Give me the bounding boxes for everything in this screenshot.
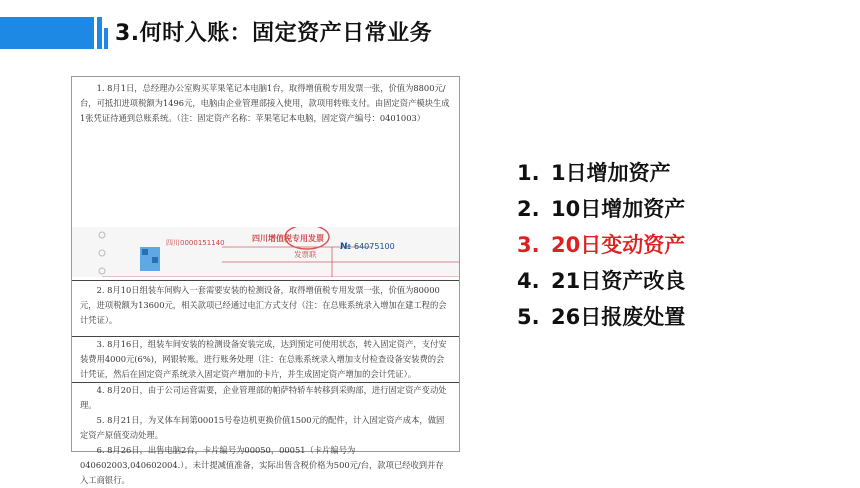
invoice-subtitle: 发票联	[294, 250, 317, 259]
header-accent-stripe-small	[104, 28, 108, 49]
doc-paragraph-2: 2. 8月10日组装车间购入一套需要安装的检测设备，取得增值税专用发票一张，价值为80000元，进项税额为13600元，相关款项已经通过电汇方式支付（注：在总账系统录入增加在建工程的会计凭证）。	[80, 285, 447, 325]
invoice-number: 64075100	[354, 242, 395, 251]
business-document-image	[71, 76, 460, 485]
agenda-list	[517, 155, 685, 335]
invoice-graphic	[72, 227, 459, 277]
agenda-item-3-active: 3. 20日变动资产	[517, 233, 686, 257]
doc-paragraph-5: 5. 8月21日，为叉体车间第00015号卷边机更换价值1500元的配件，计入固定资产成本，做固定资产原值变动处理。	[80, 415, 445, 440]
page-title: 3.何时入账：固定资产日常业务	[115, 21, 433, 46]
doc-paragraph-6: 6. 8月26日，出售电脑2台，卡片编号为00050，00051（卡片编号为040602003,040602004.）。未计提减值准备，实际出售含税价格为500元/台，款项已经收到并存入工商银行。	[80, 445, 444, 485]
agenda-item-5: 5. 26日报废处置	[517, 305, 686, 329]
invoice-number-label: №	[340, 242, 351, 252]
doc-paragraph-4: 4. 8月20日，由于公司运营需要，企业管理部的帕萨特轿车转移到采购部，进行固定资产变动处理。	[80, 385, 447, 410]
agenda-item-1: 1. 1日增加资产	[517, 161, 671, 185]
header-blue-bar	[0, 17, 94, 49]
invoice-image	[72, 227, 459, 277]
agenda-item-2: 2. 10日增加资产	[517, 197, 686, 221]
doc-paragraph-2-box	[72, 280, 459, 337]
header-accent-stripe	[97, 17, 102, 49]
doc-lower-section	[72, 337, 459, 488]
invoice-code: 四川0000151140	[166, 239, 225, 247]
agenda-item-4: 4. 21日资产改良	[517, 269, 686, 293]
doc-paragraph-3: 3. 8月16日，组装车间安装的检测设备安装完成，达到预定可使用状态，转入固定资产，支付安装费用4000元(6%)，网银转账。进行账务处理（注：在总账系统录入增加支付检查设备安装费的会计凭证，然后在固定资产系统录入固定资产增加的卡片，并生成固定资产增加的会计凭证）。	[80, 339, 447, 379]
doc-paragraph-1: 1. 8月1日，总经理办公室购买苹果笔记本电脑1台，取得增值税专用发票一张，价值为8800元/台，可抵扣进项税额为1496元，电脑由企业管理部接入使用，款项用转账支付。由固定资产模块生成1张凭证待通到总账系统。（注：固定资产名称：苹果笔记本电脑，固定资产编号：0401003）	[80, 83, 450, 123]
invoice-title: 四川增值税专用发票	[252, 234, 324, 243]
